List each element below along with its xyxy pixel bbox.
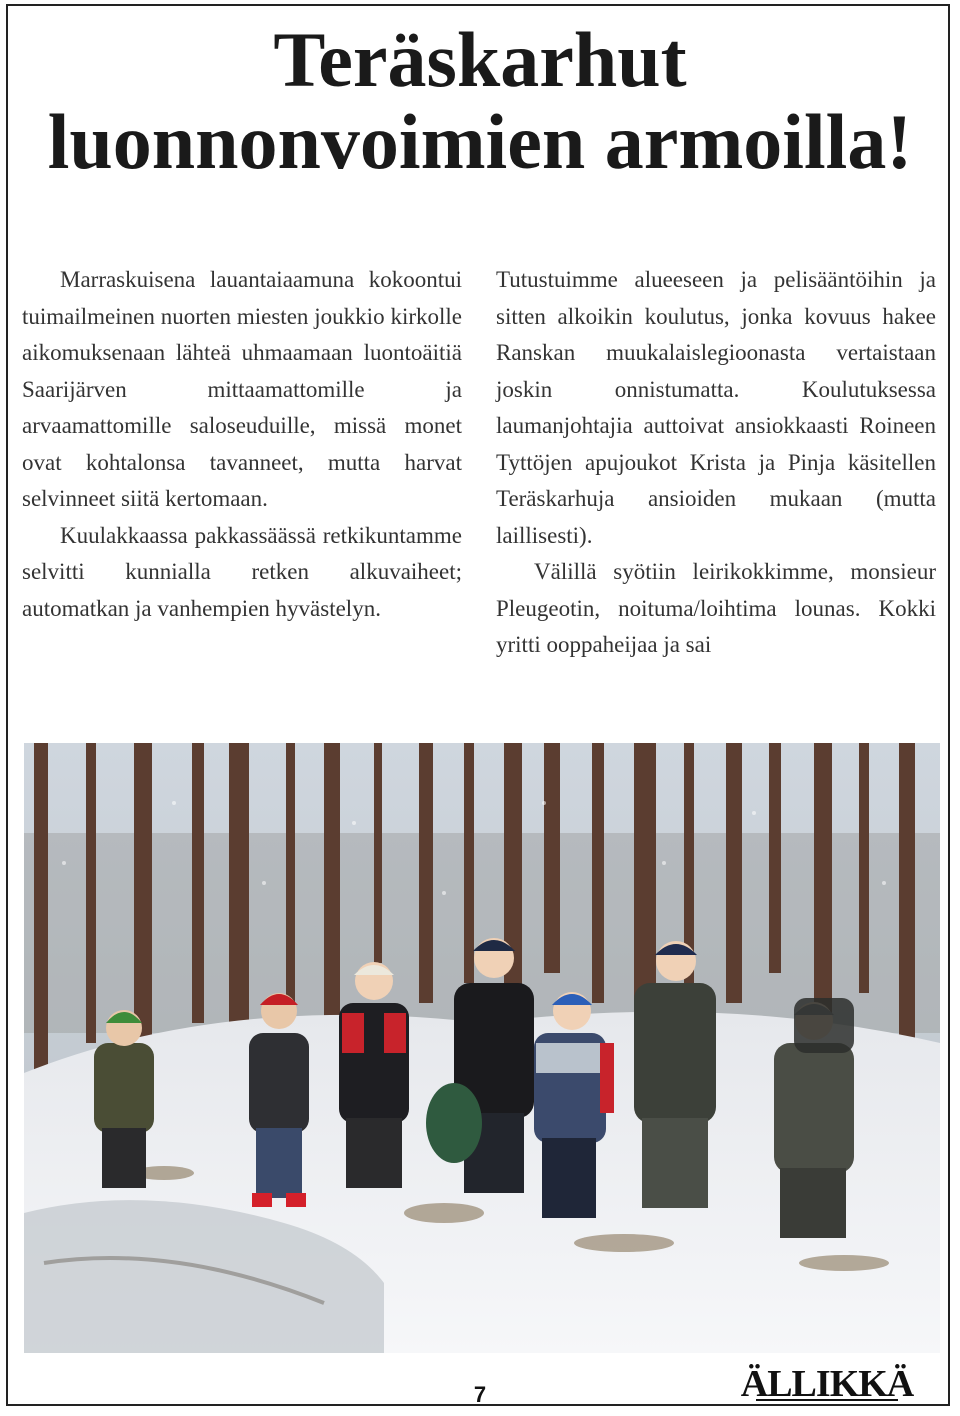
group-photo-snowy-forest (24, 743, 940, 1353)
allikka-logo (740, 1356, 914, 1406)
page-number: 7 (473, 1382, 487, 1407)
left-text-column (22, 262, 462, 627)
article-title-line-1: Teräskarhut (273, 16, 687, 103)
left-paragraph-2: Kuulakkaassa pakkassäässä retkikuntamme selvitti kunnialla retken alkuvaiheet; automatkan ja vanhempien hyvästelyn. (22, 522, 462, 621)
right-paragraph-1: Tutustuimme alueeseen ja pelisääntöihin ja sitten alkoikin koulutus, jonka kovuus hakee Ranskan muukalaislegioonasta vertaistaan joskin onnistumatta. Koulutuksessa laumanjohtajia auttoivat ansiokkaasti Roineen Tyttöjen apujoukot Krista ja Pinja käsitellen Teräskarhuja ansioiden mukaan (mutta laillisesti). (496, 267, 936, 548)
photo-illustration (24, 743, 940, 1353)
right-paragraph-2: Välillä syötiin leirikokkimme, monsieur Pleugeotin, noituma/loihtima lounas. Kokki yritti ooppaheijaa ja sai (496, 559, 936, 657)
svg-text:ÄLLIKKÄ: ÄLLIKKÄ (740, 1363, 914, 1405)
article-title-line-2: luonnonvoimien armoilla! (47, 98, 913, 185)
right-text-column (496, 262, 936, 664)
left-paragraph-1: Marraskuisena lauantaiaamuna kokoontui tuimailmeinen nuorten miesten joukkio kirkolle aikomuksenaan lähteä uhmaamaan luontoäitiä Saarijärven mittaamattomille ja arvaamattomille saloseuduille, missä monet ovat kohtalonsa tavanneet, mutta harvat selvinneet siitä kertomaan. (22, 267, 462, 511)
allikka-logo-graphic (740, 1356, 914, 1406)
